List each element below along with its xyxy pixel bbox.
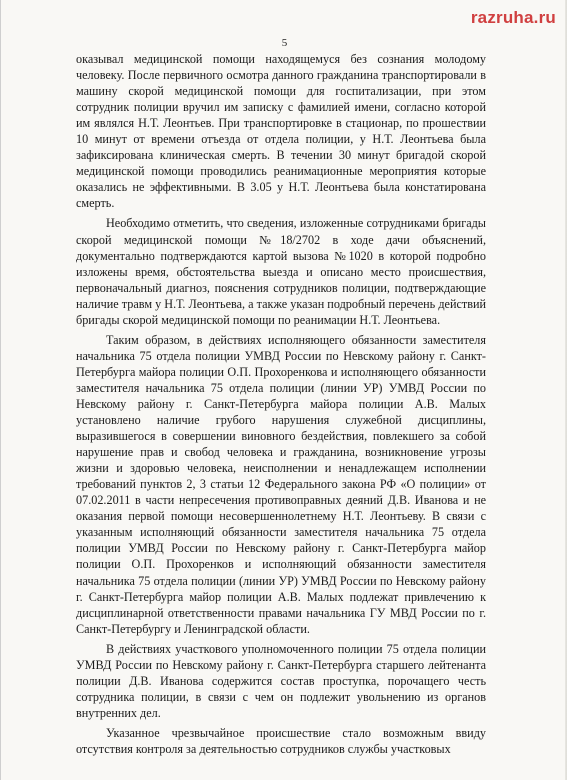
paragraph-1: оказывал медицинской помощи находящемуся без сознания молодому человеку. После первичного осмотра данного гражданина транспортировали в машину скорой медицинской помощи для госпитализации, при этом сотрудник полиции вручил им записку с фамилией имени, согласно которой им являлся Н.Т. Леонтьев. При транспортировке в стационар, по прошествии 10 минут от времени отъезда от отдела полиции, у Н.Т. Леонтьева была зафиксирована клиническая смерть. В течении 30 минут бригадой скорой медицинской помощи проводились реанимационные мероприятия которые оказались не эффективными. В 3.05 у Н.Т. Леонтьева была констатирована смерть. [76, 52, 486, 211]
page-number: 5 [281, 37, 288, 49]
paragraph-4: В действиях участкового уполномоченного полиции 75 отдела полиции УМВД России по Невскому району г. Санкт-Петербурга старшего лейтенанта полиции Д.В. Иванова содержится состав проступка, порочащего честь сотрудника полиции, в связи с чем он подлежит увольнению из органов внутренних дел. [76, 641, 486, 720]
paragraph-2: Необходимо отметить, что сведения, изложенные сотрудниками бригады скорой медицинской помощи №18/2702 в ходе дачи объяснений, документально подтверждаются картой вызова №1020 в которой подробно изложены время, обстоятельства выезда и описано место происшествия, первоначальный диагноз, пояснения сотрудников полиции, подтверждающие наличие травм у Н.Т. Леонтьева, а также указан подробный перечень действий бригады скорой медицинской помощи по реанимации Н.Т. Леонтьева. [76, 216, 486, 327]
document-body [76, 51, 486, 761]
watermark: razruha.ru [470, 8, 556, 27]
paragraph-3: Таким образом, в действиях исполняющего обязанности заместителя начальника 75 отдела полиции УМВД России по Невскому району г. Санкт-Петербурга майора полиции О.П. Прохоренкова и исполняющего обязанности заместителя начальника 75 отдела полиции (линии УР) УМВД России по Невскому району г. Санкт-Петербурга майора полиции А.В. Малых установлено наличие грубого нарушения служебной дисциплины, выразившегося в совершении виновного бездействия, повлекшего за собой нарушение прав и свобод человека и гражданина, возникновение угрозы жизни и здоровью человека, неисполнении и ненадлежащем исполнении требований пунктов 2, 3 статьи 12 Федерального закона РФ «О полиции» от 07.02.2011 в части непресечения противоправных деяний Д.В. Иванова и не оказания первой помощи несовершеннолетнему Н.Т. Леонтьеву. В связи с указанным исполняющий обязанности заместителя начальника 75 отдела полиции УМВД России по Невскому району г. Санкт-Петербурга майор полиции О.П. Прохоренков и исполняющий обязанности заместителя начальника 75 отдела полиции (линии УР) УМВД России по Невскому району г. Санкт-Петербурга майор полиции А.В. Малых подлежат привлечению к дисциплинарной ответственности правами начальника ГУ МВД России по г. Санкт-Петербургу и Ленинградской области. [76, 332, 486, 636]
paragraph-5: Указанное чрезвычайное происшествие стало возможным ввиду отсутствия контроля за деятельностью сотрудников службы участковых [76, 725, 486, 756]
